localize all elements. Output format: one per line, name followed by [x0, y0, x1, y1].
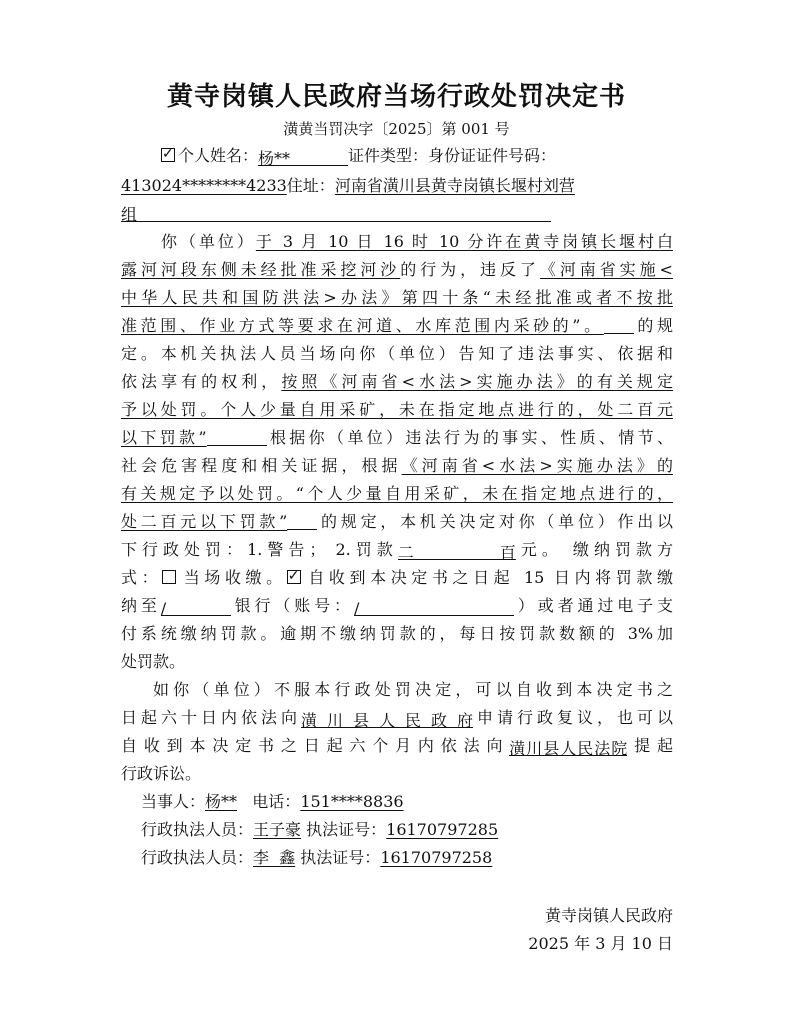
address-value-cont: 组 [121, 205, 551, 222]
cert-type-value: 身份证 [428, 146, 477, 165]
body-line-1: 你（单位）于 3 月 10 日 16 时 10 分许在黄寺岗镇长堰村白 [161, 232, 673, 251]
issuing-organization: 黄寺岗镇人民政府 [544, 906, 673, 925]
bank-value: / [161, 599, 231, 616]
cert-no-value: 413024********4233 [121, 176, 287, 195]
officer-line-1: 行政执法人员：王子豪 执法证号：16170797285 [141, 820, 499, 839]
officer-2-name: 李 鑫 [253, 848, 296, 867]
body-line-11: 处二百元以下罚款” 的规定，本机关决定对你（单位）作出以 [121, 512, 673, 531]
party-line-3 [121, 202, 673, 222]
name-value: 杨** [258, 149, 348, 166]
party-phone: 151****8836 [300, 792, 404, 811]
document-title: 黄寺岗镇人民政府当场行政处罚决定书 [166, 82, 626, 112]
officer-1-name: 王子豪 [253, 820, 302, 839]
body-line-6: 依法享有的权利，按照《河南省<水法>实施办法》的有关规定 [121, 372, 673, 391]
officer-line-2: 行政执法人员：李 鑫 执法证号：16170797258 [141, 848, 493, 867]
body-line-14: 纳至/ 银行（账号：/ ）或者通过电子支 [121, 596, 673, 618]
body-line-16: 处罚款。 [121, 652, 186, 671]
on-site-checkbox[interactable] [162, 570, 176, 584]
body-line-13: 式： 当场收缴。✓ 自收到本决定书之日起 15 日内将罚款缴 [121, 568, 673, 588]
name-label: 个人姓名： [178, 146, 259, 165]
party-name: 杨** [205, 792, 238, 811]
body-line-3: 中华人民共和国防洪法>办法》第四十条“未经批准或者不按批 [121, 288, 673, 307]
body-line-4: 准范围、作业方式等要求在河道、水库范围内采砂的”。 的规 [121, 316, 673, 335]
party-line-1 [121, 146, 673, 166]
officer-2-cert: 16170797258 [380, 848, 493, 867]
body-line-15: 付系统缴纳罚款。逾期不缴纳罚款的，每日按罚款数额的 3%加 [121, 624, 673, 643]
appeal-line-2: 日起六十日内依法向潢川县人民政府申请行政复议，也可以 [121, 708, 673, 730]
body-line-9: 社会危害程度和相关证据，根据《河南省<水法>实施办法》的 [121, 456, 673, 475]
party-signature-line: 当事人：杨** 电话：151****8836 [141, 792, 404, 811]
review-authority: 潢川县人民政府 [301, 711, 473, 730]
body-line-12: 下行政处罚：1.警告； 2.罚款二百元。 缴纳罚款方 [121, 540, 673, 562]
appeal-line-3: 自收到本决定书之日起六个月内依法向潢川县人民法院提起 [121, 736, 673, 758]
account-value: / [354, 599, 514, 616]
within-15-days-checkbox[interactable] [287, 570, 301, 584]
document-number: 潢黄当罚决字〔2025〕第 001 号 [283, 120, 510, 138]
individual-checkbox[interactable] [161, 148, 175, 162]
body-line-7: 予以处罚。个人少量自用采矿，未在指定地点进行的，处二百元 [121, 400, 673, 419]
party-line-2 [121, 176, 673, 196]
address-value: 河南省潢川县黄寺岗镇长堰村刘营 [334, 176, 575, 195]
appeal-line-1: 如你（单位）不服本行政处罚决定，可以自收到本决定书之 [153, 680, 673, 699]
body-line-10: 有关规定予以处罚。“个人少量自用采矿，未在指定地点进行的， [121, 484, 673, 503]
cert-no-label: 证件号码： [476, 146, 557, 165]
body-line-2: 露河河段东侧未经批准采挖河沙的行为，违反了《河南省实施< [121, 260, 673, 279]
appeal-line-4: 行政诉讼。 [121, 764, 202, 783]
fine-amount: 二百 [397, 543, 516, 562]
address-label: 住址： [286, 176, 335, 195]
body-line-5: 定。本机关执法人员当场向你（单位）告知了违法事实、依据和 [121, 344, 673, 363]
body-line-8: 以下罚款” 根据你（单位）违法行为的事实、性质、情节、 [121, 428, 673, 447]
officer-1-cert: 16170797285 [386, 820, 499, 839]
court-name: 潢川县人民法院 [509, 739, 628, 758]
cert-type-label: 证件类型： [348, 146, 429, 165]
issue-date: 2025 年 3 月 10 日 [528, 934, 673, 953]
